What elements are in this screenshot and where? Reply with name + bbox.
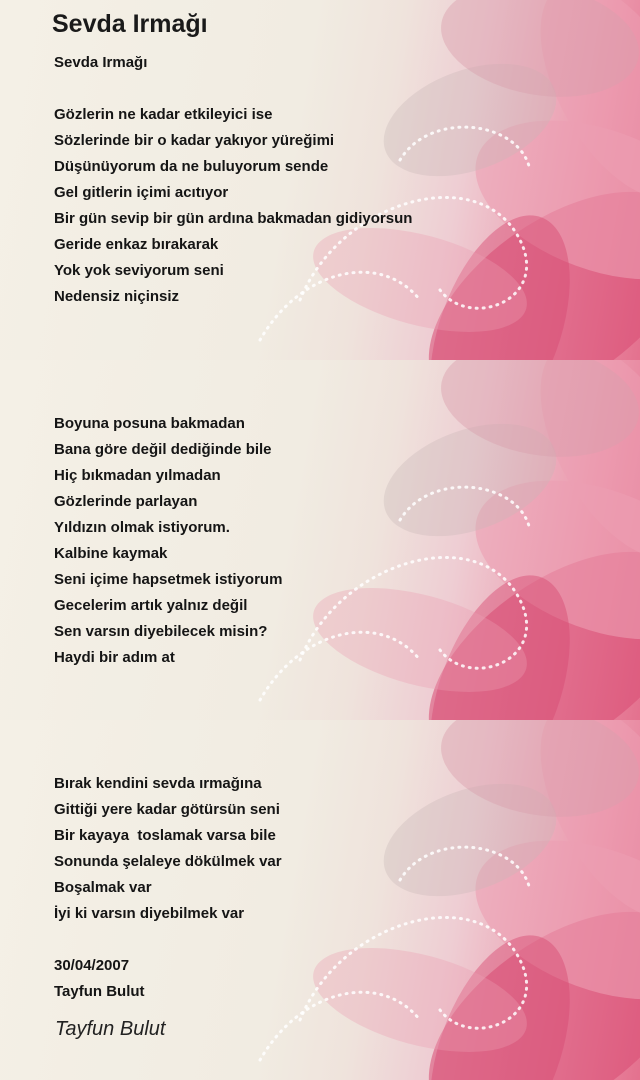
poem-line: Bir kayaya toslamak varsa bile bbox=[54, 827, 276, 844]
poem-line: Bırak kendini sevda ırmağına bbox=[54, 775, 262, 792]
poem-stanza-1 bbox=[54, 50, 412, 310]
poem-line: Haydi bir adım at bbox=[54, 649, 175, 666]
poem-line: Gel gitlerin içimi acıtıyor bbox=[54, 184, 229, 201]
poem-line: Boşalmak var bbox=[54, 879, 152, 896]
poem-stanza-3 bbox=[54, 771, 282, 1005]
poem-line: Düşünüyorum da ne buluyorum sende bbox=[54, 158, 329, 175]
poem-line: Seni içime hapsetmek istiyorum bbox=[54, 571, 283, 588]
poem-line: Gecelerim artık yalnız değil bbox=[54, 597, 248, 614]
author-signature: Tayfun Bulut bbox=[55, 1018, 166, 1040]
poem-subtitle: Sevda Irmağı bbox=[54, 54, 148, 71]
poem-line: Gittiği yere kadar götürsün seni bbox=[54, 801, 280, 818]
blank-line bbox=[54, 927, 282, 953]
poem-date: 30/04/2007 bbox=[54, 957, 130, 974]
poem-line: Boyuna posuna bakmadan bbox=[54, 415, 245, 432]
poem-line: Geride enkaz bırakarak bbox=[54, 236, 219, 253]
poem-line: Sen varsın diyebilecek misin? bbox=[54, 623, 268, 640]
poem-line: Hiç bıkmadan yılmadan bbox=[54, 467, 221, 484]
poem-line: Nedensiz niçinsiz bbox=[54, 288, 180, 305]
poem-title: Sevda Irmağı bbox=[52, 10, 208, 38]
poem-line: Yıldızın olmak istiyorum. bbox=[54, 519, 230, 536]
poem-line: Sözlerinde bir o kadar yakıyor yüreğimi bbox=[54, 132, 335, 149]
poem-line: Sonunda şelaleye dökülmek var bbox=[54, 853, 282, 870]
poem-author: Tayfun Bulut bbox=[54, 983, 145, 1000]
poem-line: Kalbine kaymak bbox=[54, 545, 168, 562]
poem-stanza-2 bbox=[54, 411, 282, 671]
poem-line: Bana göre değil dediğinde bile bbox=[54, 441, 272, 458]
blank-line bbox=[54, 76, 412, 102]
poem-line: Gözlerinde parlayan bbox=[54, 493, 198, 510]
poem-line: Yok yok seviyorum seni bbox=[54, 262, 224, 279]
poem-line: Bir gün sevip bir gün ardına bakmadan gidiyorsun bbox=[54, 210, 413, 227]
poem-line: Gözlerin ne kadar etkileyici ise bbox=[54, 106, 273, 123]
poem-line: İyi ki varsın diyebilmek var bbox=[54, 905, 245, 922]
